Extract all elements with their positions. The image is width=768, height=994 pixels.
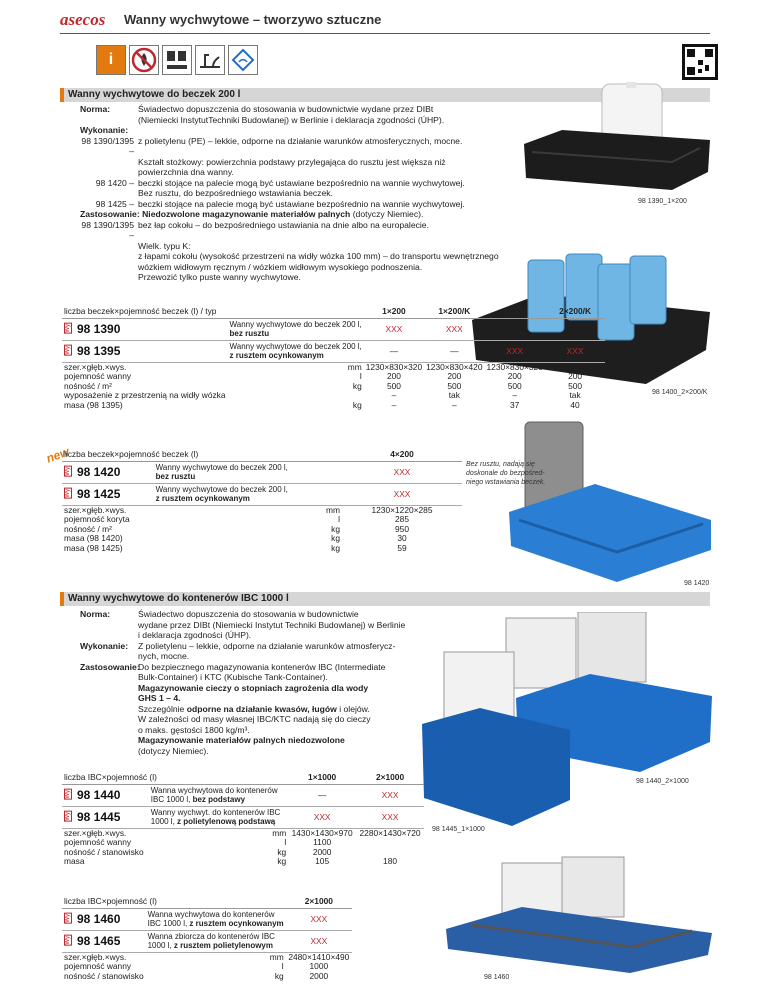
spec-row [62,857,424,867]
tag-label: Wy [65,811,71,821]
spec-label: pojemność wanny [64,371,132,382]
item-desc [228,318,364,340]
desc-line [148,941,284,950]
spec-row [62,401,605,411]
list-key: 98 1425 – [95,198,134,209]
spec-row [62,391,605,401]
spec-label: pojemność wanny [64,961,132,972]
spec-value: 2000 [312,846,332,857]
no-fire-icon [129,45,159,75]
spec-value: tak [448,390,460,401]
desc-line: z rusztem ocynkowanym [155,494,250,503]
spec-label: nośność / stanowisko [64,970,144,981]
spec-value: 200 [386,371,401,382]
spec-row [62,362,605,372]
spec-row [62,972,352,982]
spec-value: 2280×1430×720 [359,827,421,838]
spec-value: 500 [447,380,462,391]
list-row [80,272,520,283]
spec-value: 1230×1220×285 [371,504,433,515]
spec-unit: kg [277,856,287,867]
spec-label: nośność / m² [64,380,112,391]
norma-label: Norma: [80,104,111,114]
zast2-part: Szczególnie [138,703,187,714]
list-value: Kształt stożkowy: powierzchnia podstawy przylegająca do rusztu jest większa niż [138,156,446,167]
spec-unit: kg [352,380,362,391]
spec-value: 500 [386,380,401,391]
list-key [80,157,138,168]
chemical-icon [162,45,192,75]
desc-part: 1000 l, [150,817,178,826]
wyk2-line: nych, mocne. [138,651,190,661]
list-key: 98 1390/1395 – [81,135,134,156]
price-cell: — [485,318,545,340]
price-cell: XXX [424,318,484,340]
p3-note [466,460,545,487]
qr-code [682,44,718,80]
spec-unit: kg [331,542,340,553]
spec-label: pojemność koryta [64,514,130,525]
price-cell: XXX [364,318,424,340]
spec-value: 2480×1410×490 [288,951,350,962]
price-cell: — [424,340,484,362]
spec-unit: mm [326,504,340,515]
desc-line: bez rusztu [229,329,270,338]
desc-line [151,817,286,826]
desc-line: Wanna wychwytowa do kontenerów [147,910,275,919]
item-number: 98 1395 [74,340,228,362]
table-row [62,806,424,828]
desc-line: Wanny wychwytowe do beczek 200 l, [155,485,288,494]
spec-value: 200 [568,371,583,382]
list-key [80,167,138,178]
table-head: 1×1000 [288,771,356,784]
table-ibc-2 [62,895,352,981]
list-value: wózkiem widłowym ręcznym / wózkiem widłowym wysokiego podnoszenia. [138,261,423,272]
spec-unit: kg [352,399,362,410]
spec-value [356,838,424,848]
price-cell: XXX [356,806,424,828]
spec-unit: l [338,514,340,525]
spec-unit: mm [272,827,287,838]
norma-line: (Niemiecki InstytutTechniki Budowlanej) w Berlinie i deklaracja zgodności (ÚHP). [138,114,445,125]
table-head: 1×200 [364,305,424,318]
price-cell: XXX [356,784,424,806]
list-value: beczki stojące na palecie mogą być ustawiane bezpośrednio na wannie wychwytowej. [138,177,465,188]
list-value: powierzchnia dna wanny. [138,167,234,177]
tag-label: Wy [65,345,71,355]
wyk-label: Wykonanie: [80,125,129,135]
caption-p5: 98 1445_1×1000 [432,826,485,833]
zast2-part: i olejów. [336,703,370,714]
spec-label: wyposażenie z przestrzenią na widły wózka [64,390,226,401]
table-row [62,318,605,340]
title-divider [60,33,710,34]
spec-value: 1230×830×320 [486,361,543,372]
spec-value: 1000 [309,961,329,972]
tag-label: Wy [65,789,71,799]
desc-line: Wanna zbiorcza do kontenerów IBC [147,932,275,941]
environment-icon [195,45,225,75]
table-row [62,784,424,806]
spec-unit: mm [347,361,362,372]
tag-cell [62,461,74,483]
list-value: Wielk. typu K: [138,240,191,251]
spec-unit: l [281,961,284,972]
section2-text [80,609,430,756]
list-key [80,262,138,273]
item-number: 98 1420 [74,461,154,483]
page-title: Wanny wychwytowe – tworzywo sztuczne [124,12,382,27]
wyk-label-2: Wykonanie: [80,640,129,651]
spec-value: 30 [397,533,407,544]
norma2-line: i deklaracja zgodności (ÚHP). [138,630,252,640]
list-value: Przewozić tylko puste wanny wychwytowe. [138,272,301,282]
table-head: 1×200/K [424,305,484,318]
spec-value: 59 [397,542,407,553]
norma-label-2: Norma: [80,609,111,619]
tag-label: Wy [65,323,71,333]
item-desc [149,806,288,828]
desc-line: Wanna wychwytowa do kontenerów [150,786,278,795]
extra-list [80,220,520,283]
desc-line: bez rusztu [155,472,196,481]
item-number: 98 1425 [74,483,154,505]
spec-label: masa (98 1425) [64,542,123,553]
price-cell: — [545,318,605,340]
caption-p3: 98 1420 [684,580,710,587]
section-title-drums: Wanny wychwytowe do beczek 200 l [60,88,710,102]
list-value: beczki stojące na palecie mogą być ustawiane bezpośrednio na wannie wychwytowej. [138,198,465,209]
tag-cell [62,908,74,930]
spec-value: 180 [383,856,398,867]
brand-logo: asecos [60,10,106,29]
spec-row [62,372,605,382]
spec-value: – [512,390,518,401]
tag-cell [62,483,74,505]
wyk2-line: Z polietylenu – lekkie, odporne na działanie warunków atmosferycz- [138,640,396,651]
info-icon: i [96,45,126,75]
price-cell: — [288,784,356,806]
spec-value: – [391,390,397,401]
list-row [80,136,520,157]
table-head: liczba IBC×pojemność (l) [62,771,288,784]
desc-part: bez podstawy [192,795,246,804]
table-drums-2 [62,448,462,553]
price-cell: XXX [545,340,605,362]
caption-p6: 98 1460 [484,974,510,981]
list-key [80,251,138,262]
list-row [80,241,520,252]
norma-line: Świadectwo dopuszczenia do stosowania w budownictwie wydane przez DIBt [138,104,434,114]
price-cell: — [364,340,424,362]
table-head: 4×200 [342,448,462,461]
tag-cell [62,784,74,806]
zast2-line: W zależności od masy własnej IBC/KTC nadają się do cieczy [138,714,371,724]
spec-label: masa (98 1395) [64,399,123,410]
spec-value: 1230×830×420 [546,361,604,372]
item-number: 98 1460 [74,908,146,930]
spec-value: – [391,399,397,410]
table-row [62,483,462,505]
spec-unit: kg [331,533,340,544]
spec-value: 500 [568,380,583,391]
spec-value: 1230×830×420 [426,361,483,372]
spec-label: nośność / m² [64,523,112,534]
spec-row [62,848,424,858]
price-cell: XXX [286,930,352,952]
item-number: 98 1445 [74,806,149,828]
tag-label: Wy [65,935,71,945]
table-head: liczba beczek×pojemność beczek (l) [62,448,342,461]
spec-value: 105 [315,856,330,867]
zast-label: Zastosowanie: [80,209,140,219]
table-row [62,908,352,930]
spec-label: szer.×głęb.×wys. [64,951,127,962]
spec-unit: mm [269,951,284,962]
spec-value: 1100 [313,837,332,848]
new-badge: new [44,444,72,466]
desc-line: z rusztem ocynkowanym [229,351,324,360]
spec-label: szer.×głęb.×wys. [64,827,127,838]
spec-value: tak [569,390,581,401]
spec-unit: kg [274,970,284,981]
list-row [80,167,520,178]
desc-part: z rusztem ocynkowanym [189,919,284,928]
spec-value: – [451,399,457,410]
spec-label: szer.×głęb.×wys. [64,504,127,515]
list-row [80,178,520,189]
product-image-981460 [442,855,714,975]
zast2-line: Do bezpiecznego magazynowania kontenerów IBC (Intermediate [138,661,386,672]
spec-value: 500 [507,380,522,391]
table-head: liczba IBC×pojemność (l) [62,895,286,908]
list-row [80,262,520,273]
section-title-ibc: Wanny wychwytowe do kontenerów IBC 1000 l [60,592,710,606]
item-number: 98 1390 [74,318,228,340]
item-number: 98 1465 [74,930,146,952]
table-row [62,461,462,483]
section1-text [80,104,520,283]
list-key [80,272,138,283]
list-key: 98 1390/1395 – [81,219,134,240]
table-head: liczba beczek×pojemność beczek (l) / typ [62,305,364,318]
price-cell: XXX [288,806,356,828]
tag-cell [62,806,74,828]
item-desc [154,483,342,505]
desc-line: Wanny wychwytowe do beczek 200 l, [229,342,362,351]
table-row [62,930,352,952]
list-value: Bez rusztu, do bezpośredniego wstawiania beczek. [138,188,333,198]
list-key: 98 1420 – [95,177,134,188]
spec-label: masa [64,856,85,867]
caption-p4: 98 1440_2×1000 [636,778,689,785]
desc-part: IBC 1000 l, [147,919,190,928]
zast2-line: GHS 1 – 4. [138,693,181,703]
zast-label-2: Zastosowanie: [80,661,140,672]
spec-unit: kg [331,523,340,534]
desc-part: z rusztem polietylenowym [173,941,273,950]
spec-value: 2000 [309,970,329,981]
list-row [80,188,520,199]
spec-value: 950 [395,523,409,534]
price-cell: XXX [342,461,462,483]
item-desc [228,340,364,362]
norma2-line: Świadectwo dopuszczenia do stosowania w budownictwie [138,609,359,619]
price-cell: XXX [485,340,545,362]
spec-label: nośność / stanowisko [64,846,144,857]
spec-unit: l [359,371,362,382]
spec-value: 37 [510,399,520,410]
list-value: bez łap cokołu – do bezpośredniego ustawiania na dnie albo na europalecie. [138,219,429,230]
list-row [80,199,520,210]
spec-value: 200 [447,371,462,382]
list-value: z łapami cokołu (wysokość przestrzeni na widły wózka 100 mm) – do transportu wewnętrznego [138,251,499,261]
zast-bold: Niedozwolone magazynowanie materiałów palnych [142,209,351,219]
list-key [80,188,138,199]
zast2-line: Magazynowanie cieczy o stopniach zagrożenia dla wody [138,682,369,693]
caption-p1: 98 1390_1×200 [638,198,687,205]
zast2-line: Bulk-Container) i KTC (Kubische Tank-Container). [138,672,328,682]
tag-label: Wy [65,466,71,476]
list-row [80,251,520,262]
product-image-981390 [522,82,712,197]
water-hazard-icon [228,45,258,75]
list-row [80,157,520,168]
tag-cell [62,930,74,952]
caption-p2: 98 1400_2×200/K [652,389,708,396]
spec-value: 40 [570,399,580,410]
spec-unit: l [284,837,287,848]
product-image-981440 [420,612,714,832]
table-head: 2×1000 [356,771,424,784]
item-desc [149,784,288,806]
spec-value: 1230×830×320 [365,361,423,372]
item-number: 98 1440 [74,784,149,806]
zast2-part: odporne na działanie kwasów, ługów [186,703,337,714]
zast-rest: (dotyczy Niemiec). [350,209,424,219]
tag-cell [62,340,74,362]
table-head: 2×200 [485,305,545,318]
list-key [80,241,138,252]
spec-unit [228,391,364,401]
desc-line: Wanny wychwytowe do beczek 200 l, [229,320,362,329]
spec-value: 285 [395,514,409,525]
desc-line: Wanny wychwyt. do kontenerów IBC [150,808,281,817]
tag-label: Wy [65,488,71,498]
item-desc [146,930,286,952]
item-desc [154,461,342,483]
desc-line [151,795,286,804]
zast2-line: (dotyczy Niemiec). [138,745,209,756]
p3-note-line: doskonale do bezpośred- [466,470,545,477]
list-row [80,220,520,241]
item-desc [146,908,286,930]
spec-label: szer.×głęb.×wys. [64,361,127,372]
table-head: 2×200/K [545,305,605,318]
spec-unit: kg [277,846,287,857]
table-drums-1 [62,305,605,410]
price-cell: XXX [286,908,352,930]
desc-part: IBC 1000 l, [150,795,193,804]
price-cell: XXX [342,483,462,505]
spec-value: 1430×1430×970 [291,827,353,838]
zast2-line: Magazynowanie materiałów palnych niedozwolone [138,735,345,745]
desc-part: 1000 l, [147,941,174,950]
spec-label: pojemność wanny [64,837,132,848]
p3-note-line: Bez rusztu, nadają się [466,461,535,468]
spec-value: 200 [507,371,522,382]
spec-row [62,544,462,554]
desc-line: Wanny wychwytowe do beczek 200 l, [155,463,288,472]
desc-line [148,919,284,928]
desc-part: z polietylenową podstawą [177,817,276,826]
tag-label: Wy [65,913,71,923]
tag-cell [62,318,74,340]
product-image-981420 [505,420,715,585]
norma2-line: wydane przez DIBt (Niemiecki Instytut Techniki Budowlanej) w Berlinie [138,619,406,630]
wyk-list [80,136,520,210]
table-head: 2×1000 [286,895,352,908]
zast2-line: o maks. gęstości 1800 kg/m³. [138,724,250,735]
p3-note-line: niego wstawiania beczek. [466,479,546,486]
table-ibc-1 [62,771,424,867]
list-value: z polietylenu (PE) – lekkie, odporne na działanie warunków atmosferycznych, mocne. [138,135,463,146]
spec-label: masa (98 1420) [64,533,123,544]
hazard-icons [96,45,258,75]
table-row [62,340,605,362]
